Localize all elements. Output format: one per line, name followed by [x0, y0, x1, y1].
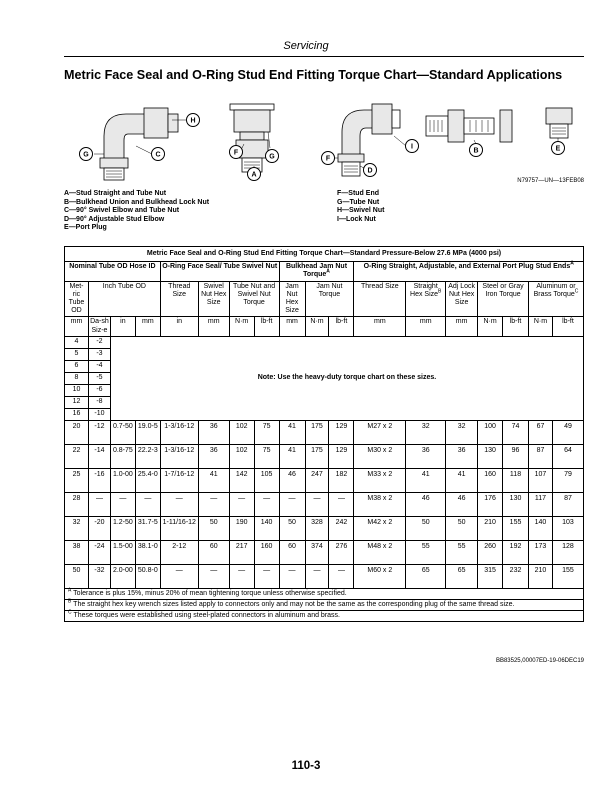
table-cell: -8	[88, 396, 110, 408]
table-cell: 182	[329, 468, 354, 492]
table-cell: 192	[503, 540, 529, 564]
col-header: Aluminum or Brass Torque$^C$	[528, 281, 583, 317]
table-cell: -14	[88, 444, 110, 468]
table-cell: 140	[528, 516, 552, 540]
table-cell: —	[279, 564, 305, 588]
table-cell: 41	[279, 444, 305, 468]
col-header: Jam Nut Hex Size	[279, 281, 305, 317]
footnote: $^B$ The straight hex key wrench sizes listed apply to connectors only and may not be the same as the corresponding plug of the same thread size.	[65, 600, 584, 611]
table-cell: 102	[229, 420, 254, 444]
table-cell: 50	[406, 516, 446, 540]
section-header: Servicing	[283, 40, 329, 52]
svg-text:H: H	[190, 117, 196, 125]
unit-cell: lb-ft	[503, 317, 529, 336]
callout-f	[322, 152, 335, 165]
document-id: BB83525,00007ED-19-06DEC19	[495, 658, 584, 664]
table-cell: -10	[88, 408, 110, 420]
legend-item: C—90° Swivel Elbow and Tube Nut	[64, 207, 180, 215]
table-cell: —	[305, 492, 329, 516]
callout-a	[248, 168, 261, 181]
fittings-illustration	[64, 96, 584, 188]
table-cell: 5	[65, 348, 89, 360]
group-header-bulkhead: Bulkhead Jam Nut Torque$^A$	[279, 262, 354, 281]
table-cell: 103	[552, 516, 583, 540]
table-cell: 32	[406, 420, 446, 444]
table-cell: 217	[229, 540, 254, 564]
table-caption: Metric Face Seal and O-Ring Stud End Fitting Torque Chart—Standard Pressure-Below 27.6 MPa (4000 psi)	[65, 247, 584, 262]
table-cell: 46	[279, 468, 305, 492]
table-cell: 65	[446, 564, 478, 588]
callout-i	[406, 140, 419, 153]
table-cell: 210	[528, 564, 552, 588]
table-cell: 50	[279, 516, 305, 540]
table-cell: —	[329, 492, 354, 516]
legend-item: I—Lock Nut	[337, 215, 376, 223]
table-cell: 160	[478, 468, 503, 492]
table-cell: 118	[503, 468, 529, 492]
table-row	[65, 444, 584, 468]
callout-g	[80, 148, 93, 161]
table-cell: M42 x 2	[354, 516, 406, 540]
table-cell: 12	[65, 396, 89, 408]
table-row	[65, 492, 584, 516]
table-cell: 75	[254, 444, 279, 468]
table-cell: 36	[446, 444, 478, 468]
table-cell: 2-12	[160, 540, 198, 564]
table-cell: 260	[478, 540, 503, 564]
table-cell: -3	[88, 348, 110, 360]
table-cell: 155	[503, 516, 529, 540]
table-cell: -4	[88, 360, 110, 372]
table-cell: 36	[198, 444, 229, 468]
table-cell: 1.0-00	[110, 468, 135, 492]
table-cell: 276	[329, 540, 354, 564]
table-cell: 36	[198, 420, 229, 444]
table-cell: 50.8-0	[135, 564, 160, 588]
table-cell: 2.0-00	[110, 564, 135, 588]
table-cell: —	[198, 492, 229, 516]
table-cell: 130	[503, 492, 529, 516]
table-cell: 1.2-50	[110, 516, 135, 540]
unit-cell: in	[110, 317, 135, 336]
table-cell: 0.8-75	[110, 444, 135, 468]
table-cell: -20	[88, 516, 110, 540]
unit-cell: N·m	[229, 317, 254, 336]
table-cell: 130	[478, 444, 503, 468]
table-cell: M30 x 2	[354, 444, 406, 468]
unit-cell: N·m	[305, 317, 329, 336]
svg-text:F: F	[325, 155, 331, 163]
table-cell: 4	[65, 336, 89, 348]
unit-cell: lb-ft	[254, 317, 279, 336]
subheader-row	[65, 281, 584, 317]
unit-cell: lb-ft	[552, 317, 583, 336]
table-row	[65, 564, 584, 588]
legend-item: E—Port Plug	[64, 224, 107, 232]
table-cell: 50	[65, 564, 89, 588]
col-header: Met-ric Tube OD	[65, 281, 89, 317]
table-cell: 232	[503, 564, 529, 588]
svg-text:G: G	[83, 151, 89, 159]
table-cell: —	[88, 492, 110, 516]
table-cell: 28	[65, 492, 89, 516]
table-cell: 160	[254, 540, 279, 564]
table-cell: 38	[65, 540, 89, 564]
footnote: $^A$ Tolerance is plus 15%, minus 20% of mean tightening torque unless otherwise specified.	[65, 588, 584, 599]
table-cell: 38.1-0	[135, 540, 160, 564]
table-cell: -6	[88, 384, 110, 396]
group-header-oring: O-Ring Face Seal/ Tube Swivel Nut	[160, 262, 279, 281]
unit-cell: mm	[65, 317, 89, 336]
table-cell: —	[329, 564, 354, 588]
page-title: Metric Face Seal and O-Ring Stud End Fitting Torque Chart—Standard Applications	[64, 68, 563, 82]
table-cell: 129	[329, 420, 354, 444]
table-cell: 87	[552, 492, 583, 516]
table-cell: M60 x 2	[354, 564, 406, 588]
table-cell: 328	[305, 516, 329, 540]
table-cell: 41	[446, 468, 478, 492]
table-cell: 49	[552, 420, 583, 444]
table-cell: M33 x 2	[354, 468, 406, 492]
callout-d	[364, 164, 377, 177]
legend-item: G—Tube Nut	[337, 198, 380, 206]
table-cell: 175	[305, 444, 329, 468]
svg-text:D: D	[367, 167, 373, 175]
col-header: Thread Size	[354, 281, 406, 317]
unit-cell: mm	[135, 317, 160, 336]
table-cell: 22	[65, 444, 89, 468]
col-header: Tube Nut and Swivel Nut Torque	[229, 281, 279, 317]
callout-e	[552, 142, 565, 155]
table-cell: 55	[406, 540, 446, 564]
table-cell: —	[198, 564, 229, 588]
table-cell: -2	[88, 336, 110, 348]
table-cell: 1.5-00	[110, 540, 135, 564]
svg-text:I: I	[411, 143, 413, 151]
page-number: 110-3	[291, 760, 321, 772]
figure-code: N79757—UN—13FEB08	[517, 178, 584, 184]
table-cell: —	[279, 492, 305, 516]
table-cell: 107	[528, 468, 552, 492]
unit-cell: in	[160, 317, 198, 336]
table-cell: M27 x 2	[354, 420, 406, 444]
table-cell: 19.0-5	[135, 420, 160, 444]
table-cell: 96	[503, 444, 529, 468]
torque-table	[64, 246, 584, 622]
table-cell: 32	[446, 420, 478, 444]
table-cell: 0.7-50	[110, 420, 135, 444]
table-cell: 60	[279, 540, 305, 564]
table-cell: —	[305, 564, 329, 588]
table-cell: 210	[478, 516, 503, 540]
heavy-duty-note: Note: Use the heavy-duty torque chart on these sizes.	[110, 336, 583, 420]
svg-text:B: B	[473, 147, 479, 155]
legend-item: H—Swivel Nut	[337, 207, 385, 215]
table-cell: 175	[305, 420, 329, 444]
col-header: Thread Size	[160, 281, 198, 317]
table-cell: M38 x 2	[354, 492, 406, 516]
unit-cell: N·m	[528, 317, 552, 336]
table-cell: 41	[406, 468, 446, 492]
table-cell: 79	[552, 468, 583, 492]
table-cell: 46	[446, 492, 478, 516]
svg-text:E: E	[555, 145, 561, 153]
table-cell: 75	[254, 420, 279, 444]
table-cell: 1-11/16-12	[160, 516, 198, 540]
table-cell: —	[110, 492, 135, 516]
table-cell: —	[254, 492, 279, 516]
svg-text:A: A	[251, 171, 257, 179]
unit-cell: Da-sh Siz-e	[88, 317, 110, 336]
unit-cell: mm	[354, 317, 406, 336]
table-cell: 1-7/16-12	[160, 468, 198, 492]
table-cell: 32	[65, 516, 89, 540]
table-cell: 247	[305, 468, 329, 492]
table-cell: 1-3/16-12	[160, 420, 198, 444]
footnote: $^C$ These torques were established using steel-plated connectors in aluminum and brass.	[65, 611, 584, 622]
table-cell: —	[135, 492, 160, 516]
table-cell: 60	[198, 540, 229, 564]
legend-item: A—Stud Straight and Tube Nut	[64, 190, 167, 197]
legend-item: B—Bulkhead Union and Bulkhead Lock Nut	[64, 198, 210, 206]
table-cell: 8	[65, 372, 89, 384]
table-row	[65, 516, 584, 540]
table-row	[65, 336, 584, 348]
footnote-row	[65, 588, 584, 599]
table-cell: —	[254, 564, 279, 588]
col-header: Adj Lock Nut Hex Size	[446, 281, 478, 317]
unit-cell: lb-ft	[329, 317, 354, 336]
table-cell: 65	[406, 564, 446, 588]
unit-cell: mm	[406, 317, 446, 336]
table-cell: 31.7-5	[135, 516, 160, 540]
table-cell: 117	[528, 492, 552, 516]
header-rule	[64, 56, 584, 57]
table-cell: 140	[254, 516, 279, 540]
footnote-row	[65, 600, 584, 611]
svg-text:C: C	[155, 151, 161, 159]
col-header: Inch Tube OD	[88, 281, 160, 317]
callout-g	[266, 150, 279, 163]
unit-cell: mm	[279, 317, 305, 336]
callout-h	[187, 114, 200, 127]
units-row	[65, 317, 584, 336]
svg-text:F: F	[233, 149, 239, 157]
table-cell: —	[229, 564, 254, 588]
table-cell: 20	[65, 420, 89, 444]
svg-text:G: G	[269, 153, 275, 161]
col-header: Jam Nut Torque	[305, 281, 354, 317]
col-header: Straight Hex Size$^B$	[406, 281, 446, 317]
table-cell: 105	[254, 468, 279, 492]
unit-cell: mm	[198, 317, 229, 336]
legend-item: F—Stud End	[337, 190, 379, 197]
table-cell: 10	[65, 384, 89, 396]
table-cell: 142	[229, 468, 254, 492]
unit-cell: mm	[446, 317, 478, 336]
col-header: Steel or Gray Iron Torque	[478, 281, 529, 317]
col-header: Swivel Nut Hex Size	[198, 281, 229, 317]
table-cell: —	[160, 564, 198, 588]
table-cell: 41	[279, 420, 305, 444]
table-cell: -24	[88, 540, 110, 564]
table-cell: -32	[88, 564, 110, 588]
unit-cell: N·m	[478, 317, 503, 336]
footnote-row	[65, 611, 584, 622]
table-cell: 6	[65, 360, 89, 372]
table-cell: 64	[552, 444, 583, 468]
table-cell: 242	[329, 516, 354, 540]
table-cell: -16	[88, 468, 110, 492]
table-cell: -12	[88, 420, 110, 444]
callout-f	[230, 146, 243, 159]
table-cell: 102	[229, 444, 254, 468]
table-cell: 155	[552, 564, 583, 588]
table-cell: M48 x 2	[354, 540, 406, 564]
table-cell: 25.4-0	[135, 468, 160, 492]
table-cell: 16	[65, 408, 89, 420]
table-cell: 1-3/16-12	[160, 444, 198, 468]
legend-right	[337, 190, 384, 224]
table-cell: 41	[198, 468, 229, 492]
table-cell: 50	[446, 516, 478, 540]
callout-c	[152, 148, 165, 161]
group-header-stud: O-Ring Straight, Adjustable, and External Port Plug Stud Ends$^A$	[354, 262, 584, 281]
table-cell: 173	[528, 540, 552, 564]
table-cell: 74	[503, 420, 529, 444]
table-cell: 129	[329, 444, 354, 468]
table-cell: 55	[446, 540, 478, 564]
table-cell: 25	[65, 468, 89, 492]
table-cell: —	[229, 492, 254, 516]
table-cell: 374	[305, 540, 329, 564]
legend-item: D—90° Adjustable Stud Elbow	[64, 215, 165, 223]
table-cell: —	[160, 492, 198, 516]
table-cell: 22.2-3	[135, 444, 160, 468]
table-row	[65, 468, 584, 492]
table-cell: 67	[528, 420, 552, 444]
table-cell: 315	[478, 564, 503, 588]
table-cell: -5	[88, 372, 110, 384]
table-row	[65, 420, 584, 444]
table-cell: 128	[552, 540, 583, 564]
table-cell: 176	[478, 492, 503, 516]
table-cell: 190	[229, 516, 254, 540]
table-cell: 50	[198, 516, 229, 540]
table-row	[65, 540, 584, 564]
table-cell: 46	[406, 492, 446, 516]
legend-left	[64, 190, 209, 233]
table-cell: 36	[406, 444, 446, 468]
table-cell: 100	[478, 420, 503, 444]
table-cell: 87	[528, 444, 552, 468]
callout-b	[470, 144, 483, 157]
group-header-nominal: Nominal Tube OD Hose ID	[65, 262, 161, 281]
